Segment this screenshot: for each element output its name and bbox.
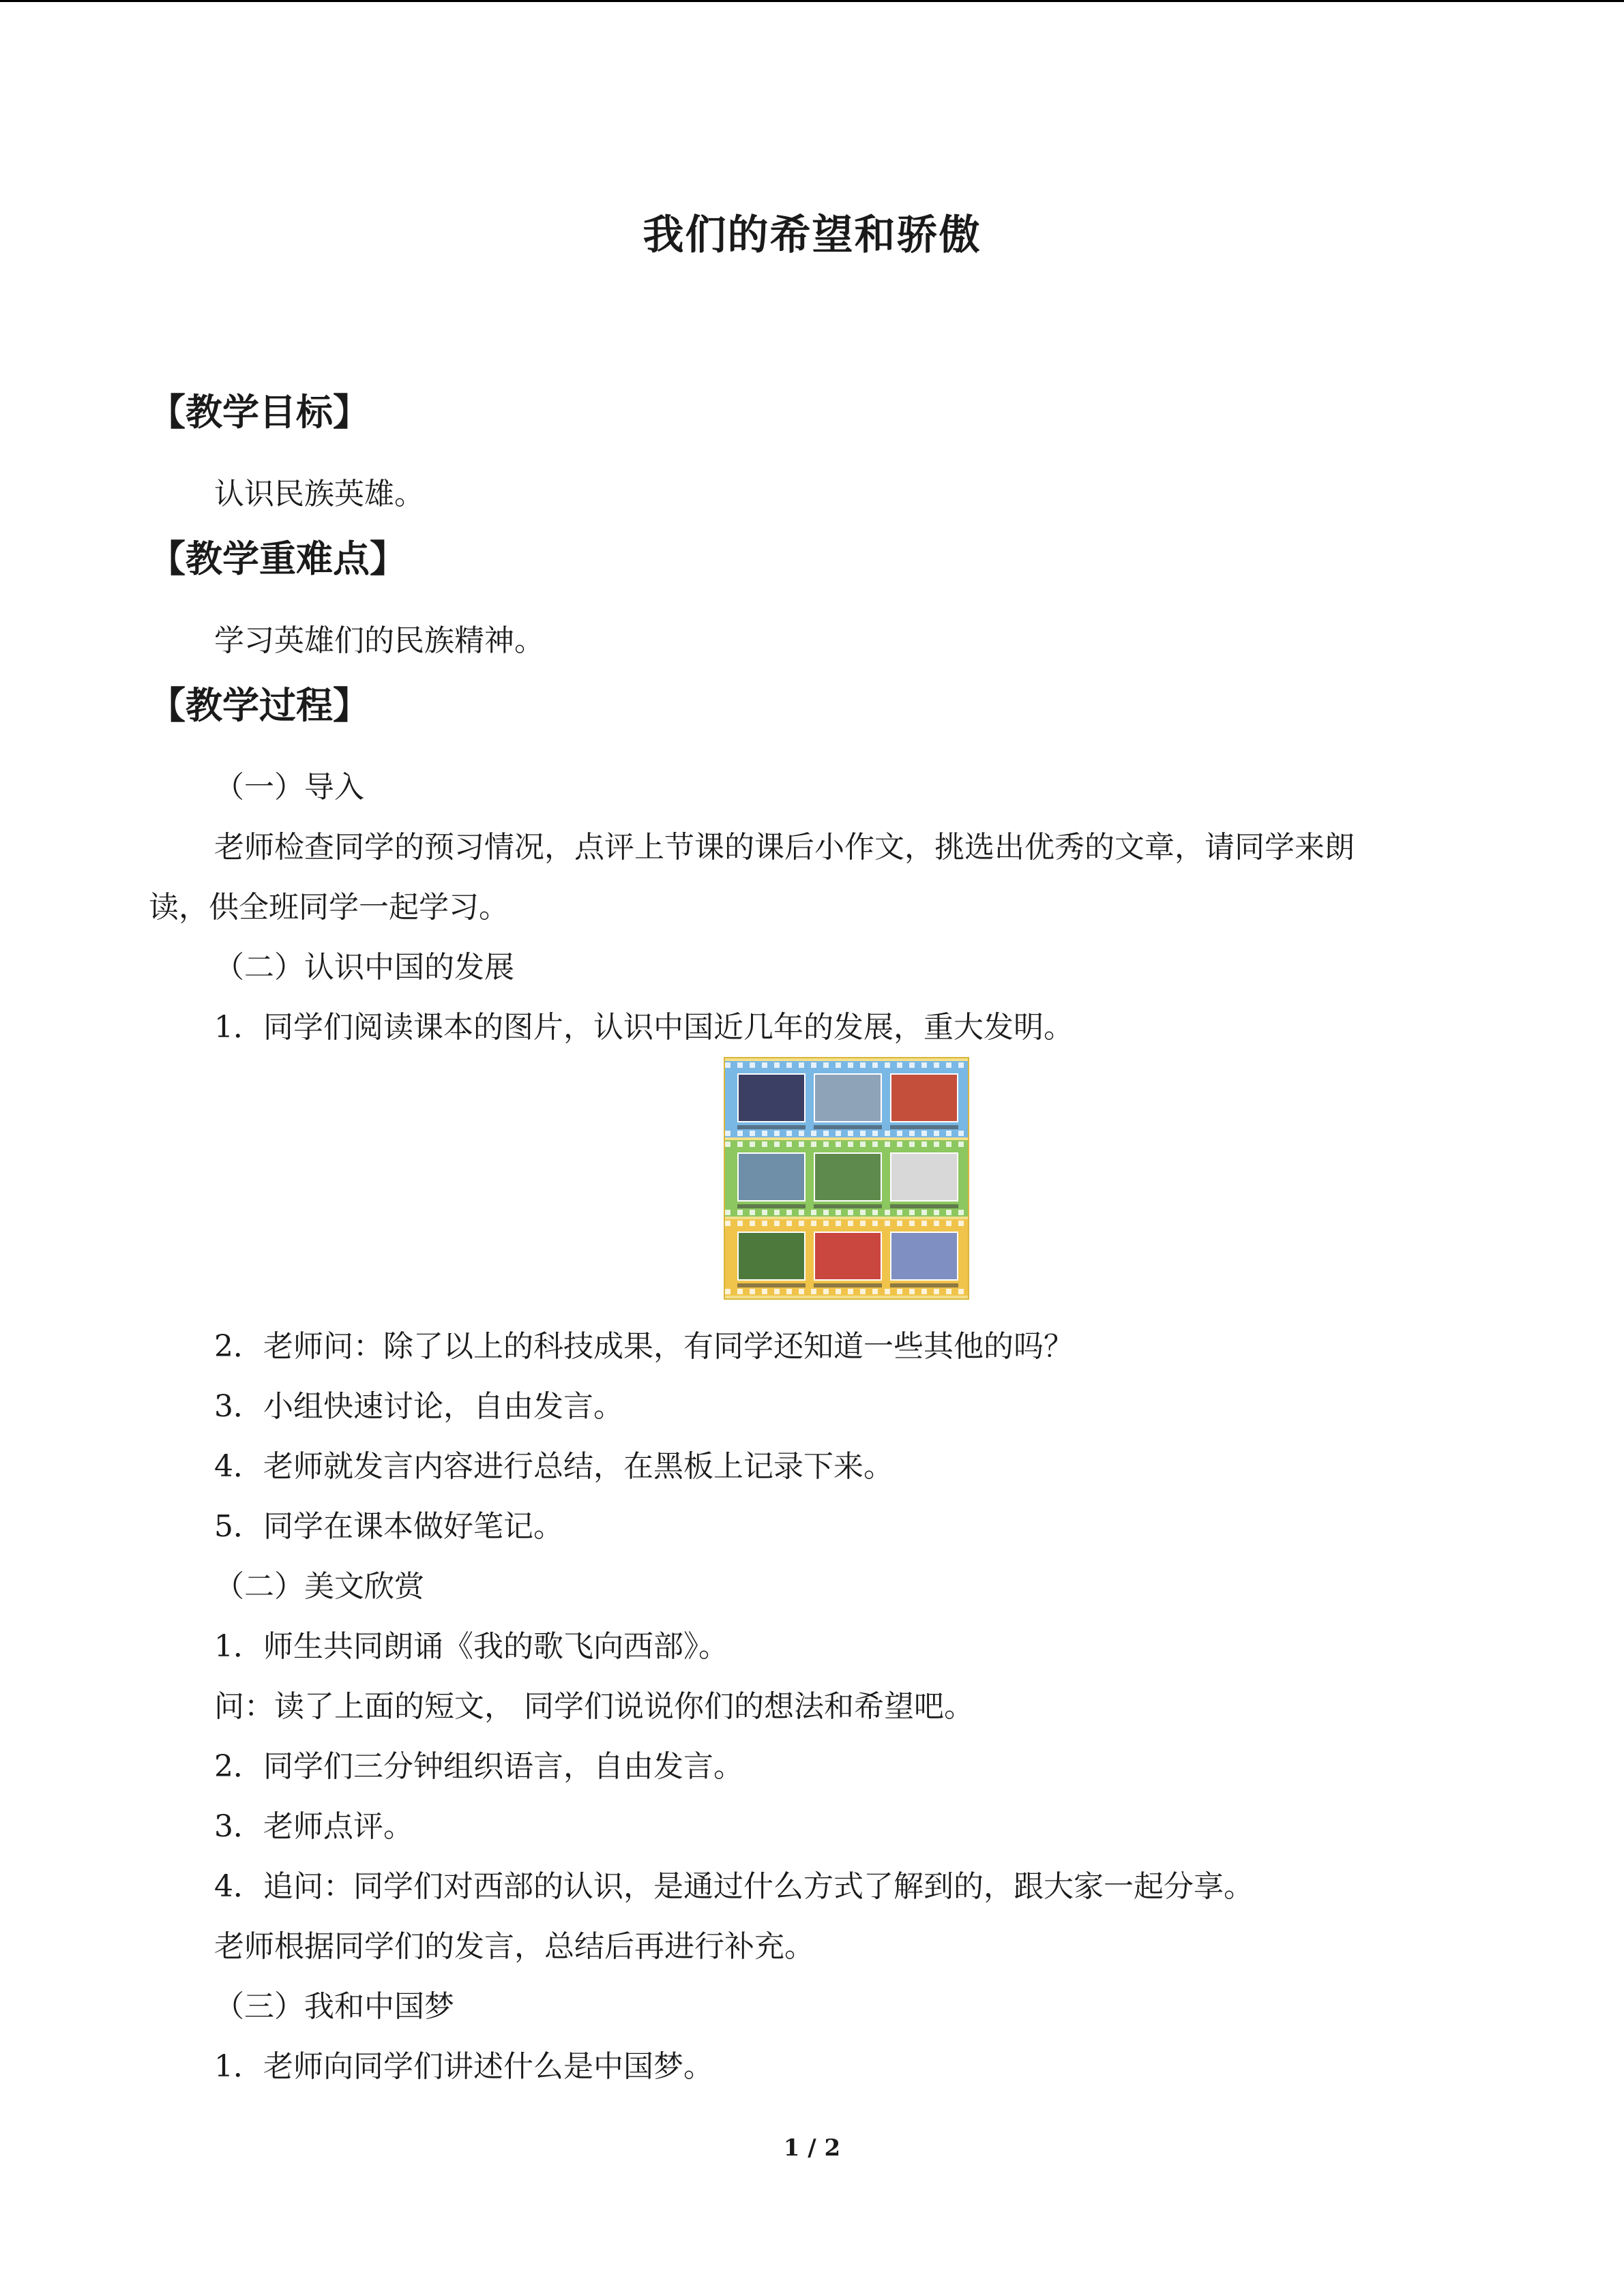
goal-text: 认识民族英雄。 [214,477,424,511]
film-strip-2 [725,1140,968,1217]
section-heading-goal: 【教学目标】 [149,391,370,434]
step-2-item-5: 5．同学在课本做好笔记。 [214,1509,563,1544]
step-3-title: （二）美文欣赏 [214,1569,424,1604]
step-3-item-4: 4．追问：同学们对西部的认识，是通过什么方式了解到的，跟大家一起分享。 [214,1869,1254,1904]
section-heading-process: 【教学过程】 [149,684,370,727]
film-strip-3 [725,1219,968,1296]
step-3-item-1: 1．师生共同朗诵《我的歌飞向西部》。 [214,1629,728,1664]
photo-landscape [814,1152,882,1202]
key-points-text: 学习英雄们的民族精神。 [214,623,544,658]
photo-aircraft-carrier [814,1073,882,1122]
step-1-text-line2: 读，供全班同学一起学习。 [149,890,509,925]
step-2-item-4: 4．老师就发言内容进行总结，在黑板上记录下来。 [214,1449,894,1484]
step-4-item-1: 1．老师向同学们讲述什么是中国梦。 [214,2049,713,2084]
step-3-question: 问：读了上面的短文， 同学们说说你们的想法和希望吧。 [214,1689,974,1724]
step-2-item-1: 1．同学们阅读课本的图片，认识中国近几年的发展，重大发明。 [214,1010,1074,1045]
photo-rocket-launch [737,1073,806,1122]
page-number: 1 / 2 [783,2134,841,2162]
film-strip-1 [725,1061,968,1137]
step-2-title: （二）认识中国的发展 [214,950,514,985]
china-development-photo-collage [724,1057,969,1300]
step-1-text-line1: 老师检查同学的预习情况，点评上节课的课后小作文，挑选出优秀的文章，请同学来朗 [214,830,1355,865]
photo-portrait [890,1152,958,1202]
step-3-summary: 老师根据同学们的发言，总结后再进行补充。 [214,1929,814,1964]
step-3-item-3: 3．老师点评。 [214,1809,413,1844]
photo-field [737,1232,806,1281]
document-title: 我们的希望和骄傲 [643,211,981,259]
photo-people-group [814,1232,882,1281]
photo-aircraft [737,1152,806,1202]
step-3-item-2: 2．同学们三分钟组织语言，自由发言。 [214,1749,743,1784]
section-heading-key-points: 【教学重难点】 [149,537,407,580]
photo-crowd [890,1232,958,1281]
photo-high-speed-rail [890,1073,958,1122]
step-2-item-3: 3．小组快速讨论，自由发言。 [214,1389,623,1424]
step-2-item-2: 2．老师问：除了以上的科技成果，有同学还知道一些其他的吗？ [214,1329,1074,1364]
step-4-title: （三）我和中国梦 [214,1989,454,2024]
step-1-title: （一）导入 [214,770,364,805]
